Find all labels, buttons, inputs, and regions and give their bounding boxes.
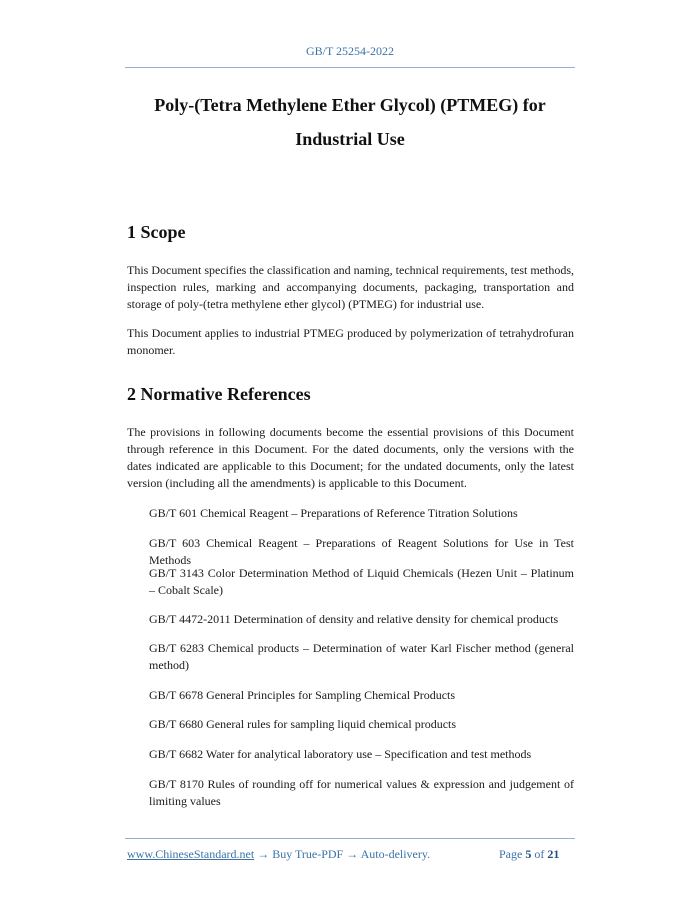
reference-item: GB/T 6682 Water for analytical laboratory use – Specification and test methods	[149, 747, 532, 761]
reference-item: GB/T 8170 Rules of rounding off for numerical values & expression and judgement of limiting values	[149, 777, 574, 808]
page-indicator	[499, 847, 559, 862]
document-title-line-1: Poly-(Tetra Methylene Ether Glycol) (PTMEG) for	[154, 95, 546, 115]
total-page-count: 21	[547, 847, 560, 861]
normative-intro-paragraph: The provisions in following documents become the essential provisions of this Document through reference in this Document. For the dated documents, only the versions with the dates indicated are applicable to this Document; for the undated documents, only the latest version (including all the amendments) is applicable to this Document.	[127, 425, 574, 490]
reference-item: GB/T 6283 Chemical products – Determination of water Karl Fischer method (general method)	[149, 641, 574, 672]
document-code-header: GB/T 25254-2022	[305, 44, 395, 58]
footer-promo	[127, 847, 430, 862]
page-label: Page	[499, 847, 523, 861]
scope-paragraph-1: This Document specifies the classification and naming, technical requirements, test methods, inspection rules, marking and accompanying documents, packaging, transportation and storage of poly-(tetra methylene ether glycol) (PTMEG) for industrial use.	[127, 263, 574, 311]
scope-paragraph-2: This Document applies to industrial PTMEG produced by polymerization of tetrahydrofuran monomer.	[127, 326, 574, 357]
section-heading-normative-references: 2 Normative References	[127, 384, 311, 404]
footer-promo-text: → Buy True-PDF → Auto-delivery.	[254, 847, 431, 861]
section-heading-scope: 1 Scope	[127, 222, 186, 242]
chinese-standard-link[interactable]: www.ChineseStandard.net	[127, 847, 255, 861]
document-title-line-2: Industrial Use	[295, 129, 405, 149]
reference-item: GB/T 603 Chemical Reagent – Preparations of Reagent Solutions for Use in Test Methods	[149, 536, 574, 567]
reference-item: GB/T 6680 General rules for sampling liquid chemical products	[149, 717, 457, 731]
reference-item: GB/T 601 Chemical Reagent – Preparations of Reference Titration Solutions	[149, 506, 518, 520]
header-divider	[125, 67, 575, 68]
reference-item: GB/T 6678 General Principles for Sampling Chemical Products	[149, 688, 456, 702]
current-page-number: 5	[525, 847, 532, 861]
reference-item: GB/T 4472-2011 Determination of density and relative density for chemical products	[149, 612, 559, 626]
of-label: of	[534, 847, 545, 861]
reference-item: GB/T 3143 Color Determination Method of Liquid Chemicals (Hezen Unit – Platinum – Cobalt Scale)	[149, 566, 574, 597]
footer-divider	[125, 838, 575, 839]
